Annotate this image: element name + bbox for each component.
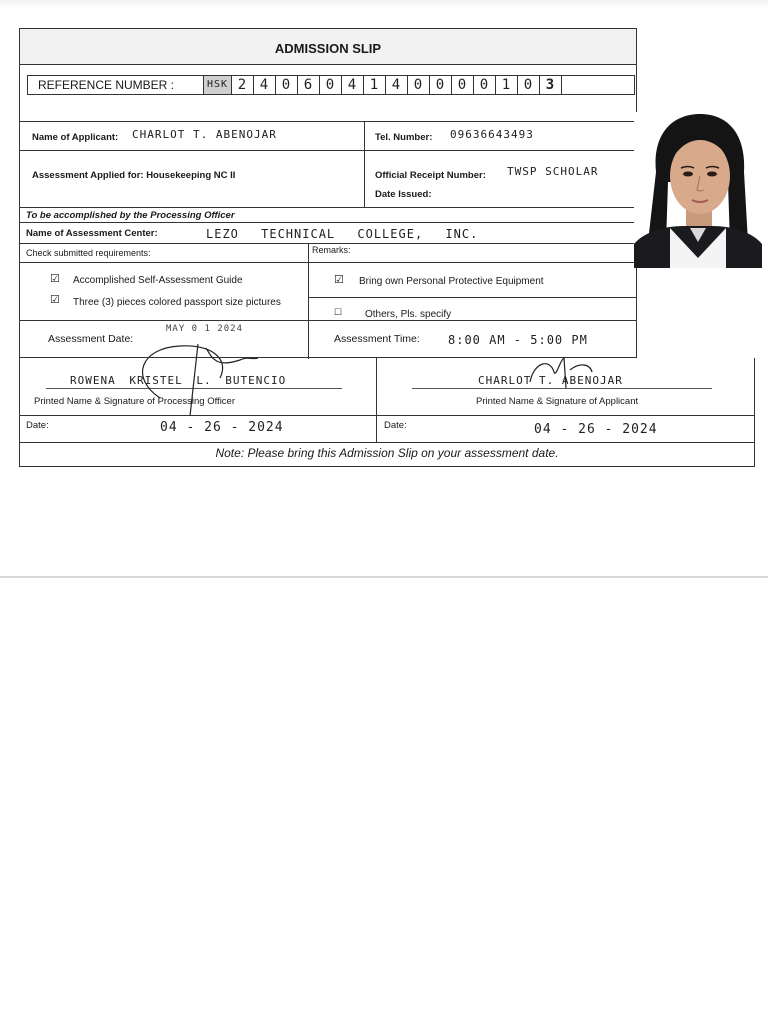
reference-cell: 6 — [298, 76, 320, 94]
reference-cell: 4 — [386, 76, 408, 94]
checkbox-checked-icon[interactable]: ☑ — [50, 294, 60, 306]
row-divider — [20, 150, 636, 151]
checkbox-checked-icon[interactable]: ☑ — [50, 273, 60, 285]
signature-section — [19, 358, 755, 467]
row-divider — [20, 442, 754, 443]
assessment-center-value: LEZO TECHNICAL COLLEGE, INC. — [206, 227, 479, 241]
column-divider — [364, 121, 365, 207]
column-divider — [308, 243, 309, 359]
reference-cell: 0 — [430, 76, 452, 94]
applicant-date-label: Date: — [384, 420, 407, 431]
reference-number-box — [27, 75, 635, 95]
checkbox-empty-icon[interactable]: ☐ — [334, 307, 343, 317]
reference-cell: 0 — [408, 76, 430, 94]
reference-cell: 0 — [452, 76, 474, 94]
requirement-passport-pictures: Three (3) pieces colored passport size pictures — [73, 297, 281, 308]
requirement-others: Others, Pls. specify — [365, 309, 452, 320]
row-divider — [20, 320, 636, 321]
assessment-center-label: Name of Assessment Center: — [26, 228, 158, 239]
checkbox-checked-icon[interactable]: ☑ — [334, 274, 344, 286]
reference-cell: 0 — [518, 76, 540, 94]
reference-cell: 1 — [496, 76, 518, 94]
applicant-portrait-icon — [634, 112, 762, 268]
requirement-self-assessment: Accomplished Self-Assessment Guide — [73, 275, 243, 286]
applicant-name-label: Name of Applicant: — [32, 132, 119, 143]
row-divider — [20, 222, 636, 223]
column-divider — [376, 358, 377, 443]
officer-signature-caption: Printed Name & Signature of Processing Officer — [34, 396, 236, 407]
official-receipt-label: Official Receipt Number: — [375, 170, 486, 181]
reference-cell: 1 — [364, 76, 386, 94]
scan-top-shade — [0, 0, 768, 8]
applicant-name-value: CHARLOT T. ABENOJAR — [132, 128, 277, 141]
reference-cell: 0 — [320, 76, 342, 94]
tel-number-value: 09636643493 — [450, 128, 534, 141]
assessment-applied-label: Assessment Applied for: Housekeeping NC II — [32, 170, 236, 181]
admission-slip-form — [19, 28, 637, 358]
reference-cell: 0 — [276, 76, 298, 94]
assessment-date-value: MAY 0 1 2024 — [166, 324, 244, 334]
row-divider — [308, 297, 636, 298]
reference-cell: 2 — [232, 76, 254, 94]
remarks-label: Remarks: — [312, 245, 351, 255]
reference-cell: 4 — [254, 76, 276, 94]
applicant-signature-scribble-icon — [520, 352, 600, 392]
row-divider — [20, 121, 636, 122]
applicant-date-value: 04 - 26 - 2024 — [534, 422, 658, 437]
scan-edge-line — [0, 576, 768, 578]
officer-date-value: 04 - 26 - 2024 — [160, 420, 284, 435]
officer-printed-name: ROWENA KRISTEL L. BUTENCIO — [70, 374, 287, 387]
applicant-printed-name: CHARLOT T. ABENOJAR — [478, 374, 623, 387]
officer-date-label: Date: — [26, 420, 49, 431]
requirement-ppe: Bring own Personal Protective Equipment — [359, 276, 544, 287]
row-divider — [20, 243, 636, 244]
assessment-time-label: Assessment Time: — [334, 333, 420, 345]
check-requirements-label: Check submitted requirements: — [26, 248, 151, 258]
reference-cell: HSK — [204, 76, 232, 94]
date-issued-label: Date Issued: — [375, 189, 432, 200]
assessment-date-label: Assessment Date: — [48, 333, 134, 345]
processing-officer-header: To be accomplished by the Processing Officer — [26, 210, 235, 221]
applicant-signature-caption: Printed Name & Signature of Applicant — [476, 396, 639, 407]
reference-cell: 0 — [474, 76, 496, 94]
reference-cell: 4 — [342, 76, 364, 94]
reference-cell: 3 — [540, 76, 562, 94]
official-receipt-value: TWSP SCHOLAR — [507, 165, 599, 178]
admission-note: Note: Please bring this Admission Slip on your assessment date. — [215, 446, 559, 460]
row-divider — [20, 262, 636, 263]
assessment-time-value: 8:00 AM - 5:00 PM — [448, 333, 588, 347]
form-title: ADMISSION SLIP — [274, 41, 382, 56]
reference-number-label: REFERENCE NUMBER : — [28, 76, 204, 94]
applicant-photo — [634, 112, 762, 268]
title-bar — [20, 29, 636, 65]
row-divider — [20, 207, 636, 208]
tel-number-label: Tel. Number: — [375, 132, 433, 143]
